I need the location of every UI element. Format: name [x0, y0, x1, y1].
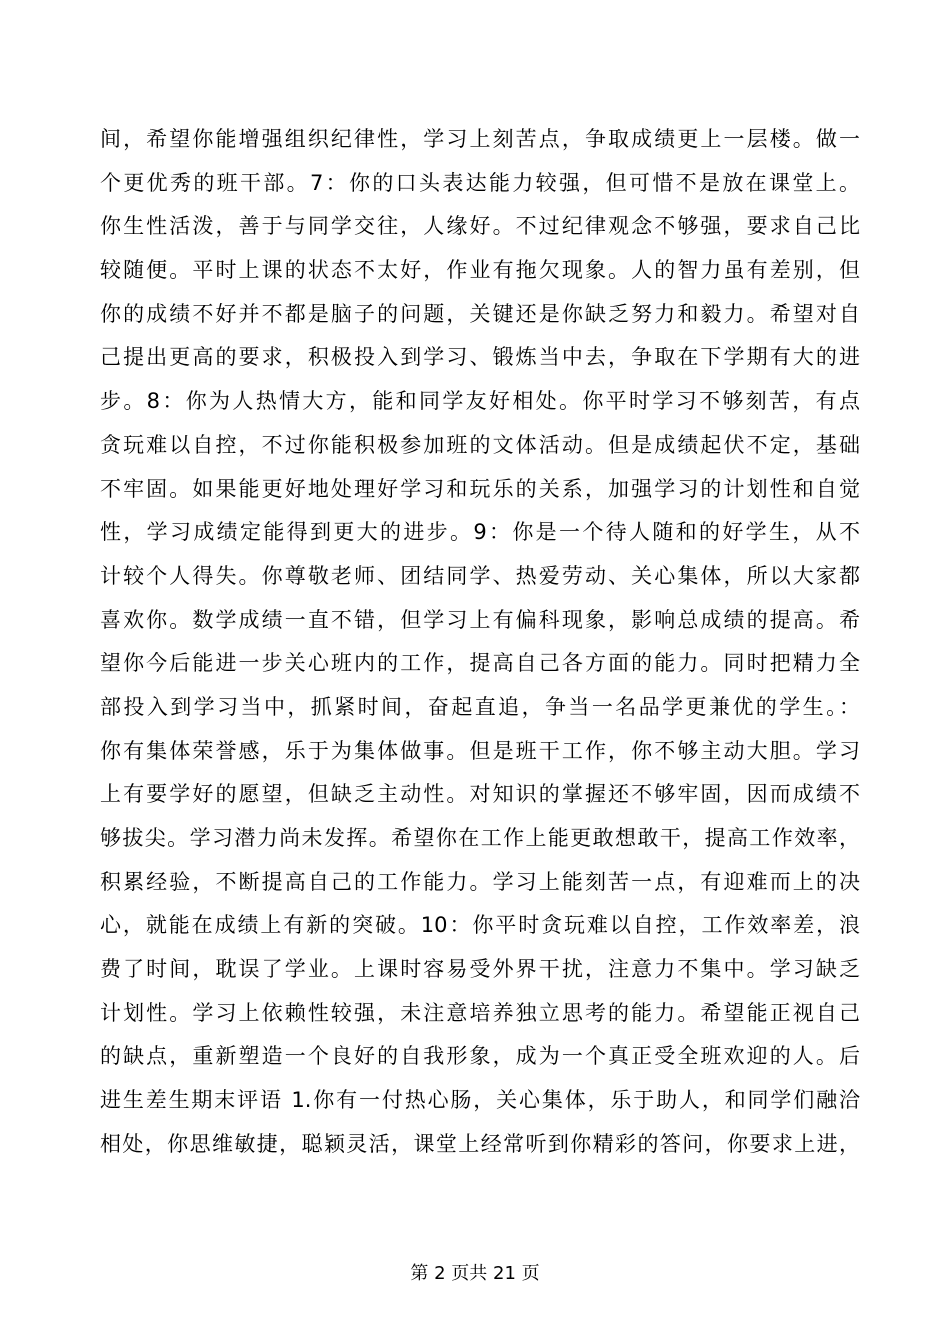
text-line: 进生差生期末评语 1.你有一付热心肠，关心集体，乐于助人，和同学们融洽: [100, 1088, 860, 1113]
text-line: 费了时间，耽误了学业。上课时容易受外界干扰，注意力不集中。学习缺乏: [100, 957, 860, 982]
text-line: 你的成绩不好并不都是脑子的问题，关键还是你缺乏努力和毅力。希望对自: [100, 301, 860, 326]
text-line: 你有集体荣誉感，乐于为集体做事。但是班干工作，你不够主动大胆。学习: [100, 738, 860, 763]
text-line: 望你今后能进一步关心班内的工作，提高自己各方面的能力。同时把精力全: [100, 651, 860, 676]
text-line: 心，就能在成绩上有新的突破。10：你平时贪玩难以自控，工作效率差，浪: [100, 913, 860, 938]
text-line: 步。8：你为人热情大方，能和同学友好相处。你平时学习不够刻苦，有点: [100, 389, 860, 414]
text-line: 贪玩难以自控，不过你能积极参加班的文体活动。但是成绩起伏不定，基础: [100, 432, 860, 457]
document-body: [100, 118, 860, 1167]
text-line: 的缺点，重新塑造一个良好的自我形象，成为一个真正受全班欢迎的人。后: [100, 1044, 860, 1069]
text-line: 够拔尖。学习潜力尚未发挥。希望你在工作上能更敢想敢干，提高工作效率，: [100, 826, 860, 850]
page-number-footer: 第 2 页共 21 页: [410, 1263, 540, 1284]
text-line: 计较个人得失。你尊敬老师、团结同学、热爱劳动、关心集体，所以大家都: [100, 563, 860, 588]
text-line: 计划性。学习上依赖性较强，未注意培养独立思考的能力。希望能正视自己: [100, 1000, 860, 1025]
text-line: 己提出更高的要求，积极投入到学习、锻炼当中去，争取在下学期有大的进: [100, 345, 860, 370]
text-line: 不牢固。如果能更好地处理好学习和玩乐的关系，加强学习的计划性和自觉: [100, 476, 860, 501]
text-line: 喜欢你。数学成绩一直不错，但学习上有偏科现象，影响总成绩的提高。希: [100, 607, 860, 632]
text-line: 积累经验，不断提高自己的工作能力。学习上能刻苦一点，有迎难而上的决: [100, 869, 860, 894]
text-line: 较随便。平时上课的状态不太好，作业有拖欠现象。人的智力虽有差别，但: [100, 258, 860, 283]
text-line: 部投入到学习当中，抓紧时间，奋起直追，争当一名品学更兼优的学生。：: [100, 694, 860, 719]
text-line: 性，学习成绩定能得到更大的进步。9：你是一个待人随和的好学生，从不: [100, 520, 860, 545]
text-line: 上有要学好的愿望，但缺乏主动性。对知识的掌握还不够牢固，因而成绩不: [100, 782, 860, 807]
text-line: 个更优秀的班干部。7：你的口头表达能力较强，但可惜不是放在课堂上。: [100, 170, 860, 195]
text-line: 你生性活泼，善于与同学交往，人缘好。不过纪律观念不够强，要求自己比: [100, 214, 860, 239]
text-line: 相处，你思维敏捷，聪颖灵活，课堂上经常听到你精彩的答问，你要求上进，: [100, 1131, 860, 1156]
text-line: 间，希望你能增强组织纪律性，学习上刻苦点，争取成绩更上一层楼。做一: [100, 127, 860, 151]
